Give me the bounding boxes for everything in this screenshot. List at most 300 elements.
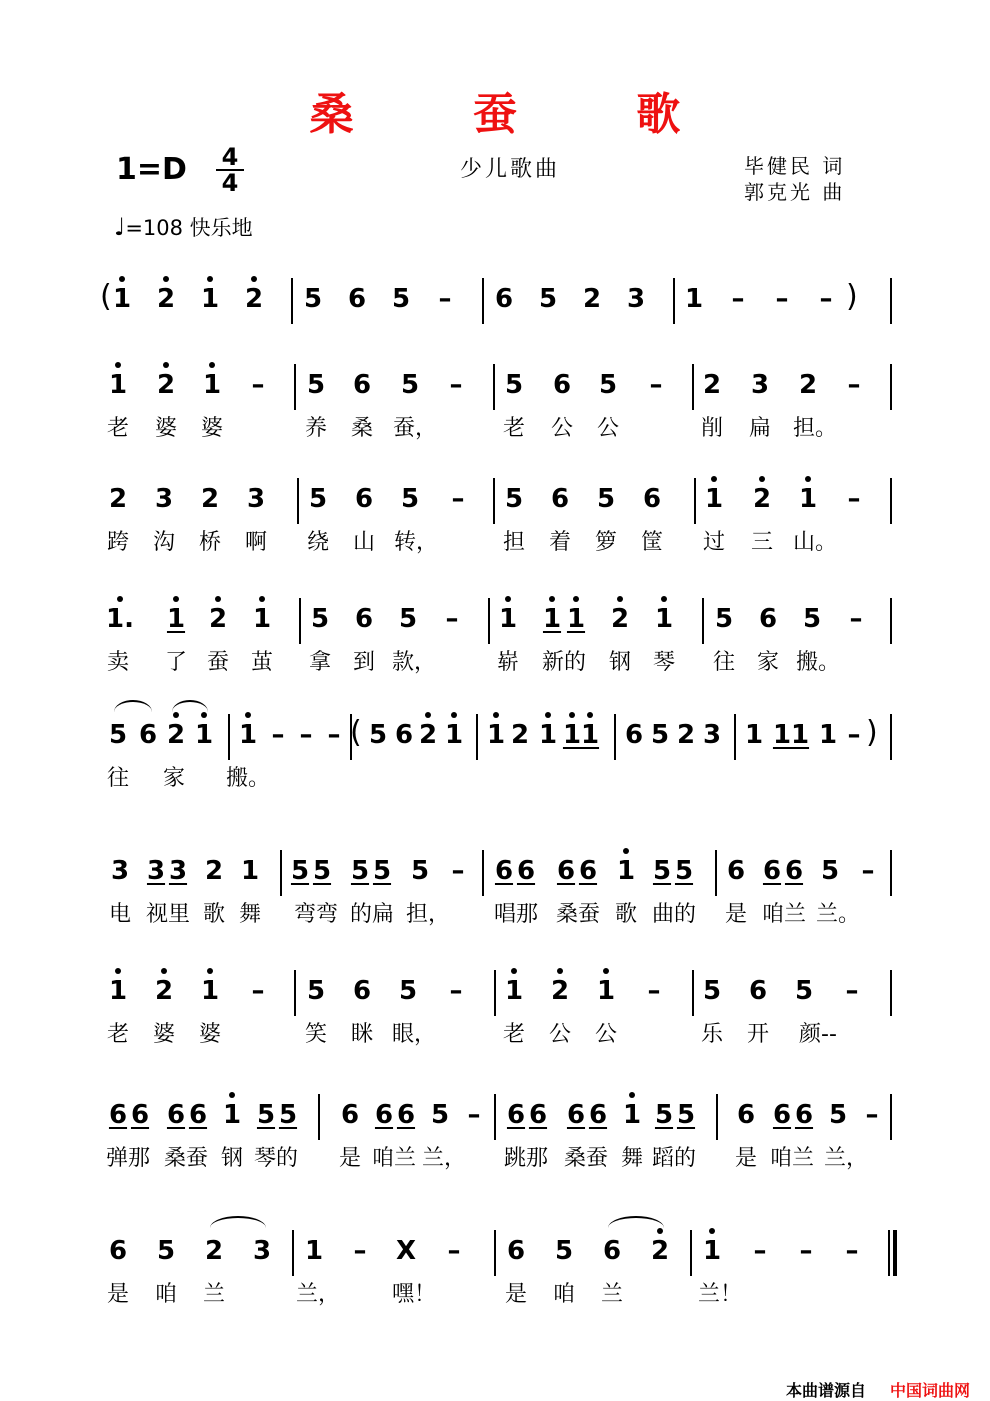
- lyric: 公: [594, 1022, 617, 1047]
- note: 5: [391, 284, 411, 314]
- high-octave-dot: [425, 712, 431, 718]
- note: 5: [306, 976, 326, 1006]
- lyric: 开: [746, 1022, 769, 1047]
- lyric: 钢: [220, 1146, 243, 1171]
- song-title: 桑 蚕 歌: [309, 89, 733, 140]
- dash-note: –: [849, 604, 863, 634]
- score-line: [0, 1236, 990, 1356]
- dash-note: –: [353, 1236, 367, 1266]
- lyric: 老: [106, 1022, 129, 1047]
- note: 6: [726, 856, 746, 886]
- high-octave-dot: [119, 276, 125, 282]
- lyricist-credit: 毕健民 词: [744, 154, 846, 178]
- lyric: 公: [550, 416, 573, 441]
- dash-note: –: [819, 284, 833, 314]
- dash-note: –: [753, 1236, 767, 1266]
- note: 1: [166, 604, 186, 634]
- high-octave-dot: [207, 968, 213, 974]
- note: 3: [154, 484, 174, 514]
- high-octave-dot: [229, 1092, 235, 1098]
- note: 2: [244, 284, 264, 314]
- high-octave-dot: [173, 596, 179, 602]
- high-octave-dot: [661, 596, 667, 602]
- note: 5: [794, 976, 814, 1006]
- bar-line: [890, 364, 892, 410]
- lyric: 咱兰: [371, 1146, 416, 1171]
- high-octave-dot: [251, 276, 257, 282]
- high-octave-dot: [115, 968, 121, 974]
- bar-line: [716, 1094, 718, 1140]
- note: 1: [704, 484, 724, 514]
- note: 1: [566, 604, 586, 634]
- note: 3: [626, 284, 646, 314]
- dash-note: –: [251, 370, 265, 400]
- note: 5: [430, 1100, 450, 1130]
- lyric: 跳那: [503, 1146, 548, 1171]
- lyric: 担: [502, 530, 525, 555]
- lyric: 兰，: [421, 1146, 466, 1171]
- bar-line: [890, 598, 892, 644]
- note: 5: [654, 1100, 674, 1130]
- note: 2: [798, 370, 818, 400]
- lyric: 养: [304, 416, 327, 441]
- bar-line: [888, 1230, 890, 1276]
- note: 5: [504, 370, 524, 400]
- composer-credit: 郭克光 曲: [744, 180, 846, 204]
- lyric: 往: [106, 766, 129, 791]
- note: 6: [188, 1100, 208, 1130]
- lyric: 眼，: [391, 1022, 436, 1047]
- lyric: 咱兰: [769, 1146, 814, 1171]
- score-line: [0, 370, 990, 490]
- dash-note: –: [467, 1100, 481, 1130]
- dash-note: –: [649, 370, 663, 400]
- high-octave-dot: [505, 596, 511, 602]
- lyric: 担。: [792, 416, 837, 441]
- note: 6: [602, 1236, 622, 1266]
- lyric: 婆: [198, 1022, 221, 1047]
- note: 6: [528, 1100, 548, 1130]
- note: 2: [676, 720, 696, 750]
- bar-line: [890, 478, 892, 524]
- note: 1: [238, 720, 258, 750]
- note: 1: [444, 720, 464, 750]
- repeat-paren: (: [100, 279, 112, 314]
- note: 6: [784, 856, 804, 886]
- note: 6: [588, 1100, 608, 1130]
- note: 5: [308, 484, 328, 514]
- tempo-marking: [114, 212, 253, 242]
- dash-note: –: [861, 856, 875, 886]
- dash-note: –: [647, 976, 661, 1006]
- bar-line: [890, 1094, 892, 1140]
- note: 5: [702, 976, 722, 1006]
- note: 5: [504, 484, 524, 514]
- note: 6: [552, 370, 572, 400]
- note: 6: [138, 720, 158, 750]
- high-octave-dot: [557, 968, 563, 974]
- bar-line: [890, 278, 892, 324]
- note: 6: [556, 856, 576, 886]
- note: 5: [398, 604, 418, 634]
- high-octave-dot: [259, 596, 265, 602]
- lyric: 琴: [652, 650, 675, 675]
- dash-note: –: [865, 1100, 879, 1130]
- note: 1: [596, 976, 616, 1006]
- note: 5: [802, 604, 822, 634]
- note: 6: [130, 1100, 150, 1130]
- note: 2: [200, 484, 220, 514]
- note: 6: [762, 856, 782, 886]
- note: 2: [204, 856, 224, 886]
- note: 2: [550, 976, 570, 1006]
- time-signature-bottom: 4: [221, 169, 239, 197]
- lyric: 款，: [391, 650, 436, 675]
- lyric: 婆: [200, 416, 223, 441]
- note: 5: [310, 604, 330, 634]
- high-octave-dot: [805, 476, 811, 482]
- note: 5: [312, 856, 332, 886]
- lyric: 山: [352, 530, 375, 555]
- note: 2: [582, 284, 602, 314]
- time-signature: [216, 143, 244, 197]
- note: 6: [394, 720, 414, 750]
- note: 1: [790, 720, 810, 750]
- note: 2: [156, 284, 176, 314]
- lyric: 婆: [152, 1022, 175, 1047]
- note: 5: [303, 284, 323, 314]
- note: 1: [542, 604, 562, 634]
- note: 6: [516, 856, 536, 886]
- tempo-text: =108 快乐地: [125, 216, 253, 240]
- note: 5: [650, 720, 670, 750]
- note: 6: [736, 1100, 756, 1130]
- high-octave-dot: [201, 712, 207, 718]
- note: 1: [616, 856, 636, 886]
- high-octave-dot: [549, 596, 555, 602]
- note: 5: [598, 370, 618, 400]
- dash-note: –: [847, 484, 861, 514]
- note: 5: [368, 720, 388, 750]
- note: 1: [486, 720, 506, 750]
- dash-note: –: [799, 1236, 813, 1266]
- high-octave-dot: [245, 712, 251, 718]
- note: 5: [278, 1100, 298, 1130]
- note: 1: [252, 604, 272, 634]
- dash-note: –: [731, 284, 745, 314]
- repeat-paren: ): [866, 715, 878, 750]
- dash-note: –: [271, 720, 285, 750]
- lyric: 跨: [106, 530, 129, 555]
- lyric: 颜--: [799, 1022, 837, 1047]
- high-octave-dot: [161, 968, 167, 974]
- note: 1: [504, 976, 524, 1006]
- note: 1: [108, 370, 128, 400]
- high-octave-dot: [573, 596, 579, 602]
- lyric: 绕: [306, 530, 329, 555]
- dash-note: –: [775, 284, 789, 314]
- lyric: 过: [702, 530, 725, 555]
- key-signature: 1=D: [116, 152, 187, 187]
- note: 5: [676, 1100, 696, 1130]
- lyric: 是: [338, 1146, 361, 1171]
- bar-line: [318, 1094, 320, 1140]
- note: 6: [352, 370, 372, 400]
- note: 1: [202, 370, 222, 400]
- note: 6: [340, 1100, 360, 1130]
- lyric: 婆: [154, 416, 177, 441]
- note: 2: [108, 484, 128, 514]
- note: 6: [108, 1100, 128, 1130]
- note: 1: [818, 720, 838, 750]
- lyric: 兰: [600, 1282, 623, 1307]
- dash-note: –: [451, 484, 465, 514]
- source-site: 中国词曲网: [890, 1381, 971, 1400]
- final-bar-line: [893, 1230, 897, 1276]
- lyric: 眯: [350, 1022, 373, 1047]
- note: 6: [578, 856, 598, 886]
- lyric: 蚕: [206, 650, 229, 675]
- lyric: 卖: [106, 650, 129, 675]
- dash-note: –: [327, 720, 341, 750]
- note: 2: [156, 370, 176, 400]
- high-octave-dot: [115, 362, 121, 368]
- note: 1: [654, 604, 674, 634]
- note: 5: [156, 1236, 176, 1266]
- quarter-note-icon: ♩: [114, 213, 126, 241]
- lyric: 咱: [154, 1282, 177, 1307]
- lyric: 唱那: [493, 902, 538, 927]
- high-octave-dot: [617, 596, 623, 602]
- lyric: 搬。: [225, 766, 270, 791]
- high-octave-dot: [173, 712, 179, 718]
- note: 1: [200, 284, 220, 314]
- lyric: 蚕，: [392, 416, 437, 441]
- dash-note: –: [847, 370, 861, 400]
- high-octave-dot: [215, 596, 221, 602]
- lyric: 茧: [250, 650, 273, 675]
- dash-note: –: [251, 976, 265, 1006]
- lyric: 三: [750, 530, 773, 555]
- lyric: 是: [724, 902, 747, 927]
- lyric: 是: [734, 1146, 757, 1171]
- note: 6: [494, 284, 514, 314]
- lyric: 公: [596, 416, 619, 441]
- note: 5: [538, 284, 558, 314]
- note: 1: [772, 720, 792, 750]
- lyric: 电: [108, 902, 131, 927]
- high-octave-dot: [163, 362, 169, 368]
- lyric: 崭: [496, 650, 519, 675]
- lyric: 老: [106, 416, 129, 441]
- note: 1: [684, 284, 704, 314]
- lyric: 拿: [308, 650, 331, 675]
- note: 3: [146, 856, 166, 886]
- note: 1: [798, 484, 818, 514]
- note: 5: [400, 370, 420, 400]
- lyric: 老: [502, 1022, 525, 1047]
- lyric: 兰！: [697, 1282, 742, 1307]
- repeat-paren: (: [350, 715, 362, 750]
- note: 1.: [106, 604, 134, 634]
- lyric: 老: [502, 416, 525, 441]
- lyric: 蹈的: [651, 1146, 696, 1171]
- bar-line: [890, 850, 892, 896]
- lyric: 往: [712, 650, 735, 675]
- note: 6: [772, 1100, 792, 1130]
- bar-line: [890, 714, 892, 760]
- dash-note: –: [449, 976, 463, 1006]
- high-octave-dot: [451, 712, 457, 718]
- lyric: 搬。: [795, 650, 840, 675]
- high-octave-dot: [623, 848, 629, 854]
- note: 3: [246, 484, 266, 514]
- note: 2: [610, 604, 630, 634]
- high-octave-dot: [657, 1228, 663, 1234]
- note: X: [395, 1236, 417, 1266]
- note: 5: [256, 1100, 276, 1130]
- dash-note: –: [438, 284, 452, 314]
- note: 6: [748, 976, 768, 1006]
- note: 6: [566, 1100, 586, 1130]
- note: 5: [554, 1236, 574, 1266]
- high-octave-dot: [545, 712, 551, 718]
- subtitle: 少儿歌曲: [460, 157, 561, 182]
- note: 3: [750, 370, 770, 400]
- bar-line: [890, 970, 892, 1016]
- lyric: 曲的: [651, 902, 696, 927]
- high-octave-dot: [493, 712, 499, 718]
- note: 1: [622, 1100, 642, 1130]
- note: 5: [410, 856, 430, 886]
- note: 2: [418, 720, 438, 750]
- note: 1: [222, 1100, 242, 1130]
- lyric: 新的: [541, 650, 586, 675]
- note: 6: [624, 720, 644, 750]
- note: 5: [714, 604, 734, 634]
- note: 6: [354, 484, 374, 514]
- note: 6: [374, 1100, 394, 1130]
- lyric: 桥: [198, 530, 221, 555]
- dash-note: –: [451, 856, 465, 886]
- note: 6: [396, 1100, 416, 1130]
- lyric: 舞: [238, 902, 261, 927]
- dash-note: –: [445, 604, 459, 634]
- lyric: 乐: [700, 1022, 723, 1047]
- lyric: 桑蚕: [555, 902, 600, 927]
- time-signature-top: 4: [221, 143, 239, 171]
- note: 5: [828, 1100, 848, 1130]
- high-octave-dot: [759, 476, 765, 482]
- note: 5: [820, 856, 840, 886]
- note: 6: [352, 976, 372, 1006]
- high-octave-dot: [207, 276, 213, 282]
- note: 5: [596, 484, 616, 514]
- high-octave-dot: [117, 596, 123, 602]
- note: 1: [240, 856, 260, 886]
- lyric: 歌: [202, 902, 225, 927]
- note: 2: [204, 1236, 224, 1266]
- lyric: 的扁: [349, 902, 394, 927]
- note: 3: [110, 856, 130, 886]
- lyric: 弹那: [105, 1146, 150, 1171]
- high-octave-dot: [603, 968, 609, 974]
- score-line: [0, 856, 990, 976]
- note: 5: [290, 856, 310, 886]
- score-line: [0, 715, 990, 840]
- dash-note: –: [845, 1236, 859, 1266]
- high-octave-dot: [209, 362, 215, 368]
- note: 5: [652, 856, 672, 886]
- note: 6: [354, 604, 374, 634]
- source-label: 本曲谱源自: [786, 1381, 867, 1400]
- lyric: 桑蚕: [163, 1146, 208, 1171]
- repeat-paren: ): [846, 279, 858, 314]
- lyric: 沟: [152, 530, 175, 555]
- lyric: 琴的: [253, 1146, 298, 1171]
- high-octave-dot: [163, 276, 169, 282]
- lyric: 山。: [792, 530, 837, 555]
- note: 6: [506, 1100, 526, 1130]
- lyric: 桑: [350, 416, 373, 441]
- lyric: 啊: [244, 530, 267, 555]
- high-octave-dot: [587, 712, 593, 718]
- lyric: 担，: [405, 902, 450, 927]
- note: 1: [108, 976, 128, 1006]
- note: 6: [347, 284, 367, 314]
- note: 1: [498, 604, 518, 634]
- note: 5: [372, 856, 392, 886]
- note: 2: [208, 604, 228, 634]
- dash-note: –: [845, 976, 859, 1006]
- note: 3: [702, 720, 722, 750]
- note: 2: [752, 484, 772, 514]
- lyric: 削: [700, 416, 723, 441]
- note: 6: [758, 604, 778, 634]
- high-octave-dot: [629, 1092, 635, 1098]
- high-octave-dot: [709, 1228, 715, 1234]
- note: 2: [510, 720, 530, 750]
- lyric: 箩: [594, 530, 617, 555]
- note: 6: [550, 484, 570, 514]
- lyric: 家: [162, 766, 185, 791]
- note: 2: [166, 720, 186, 750]
- lyric: 着: [548, 530, 571, 555]
- lyric: 咱兰: [761, 902, 806, 927]
- note: 5: [400, 484, 420, 514]
- note: 6: [494, 856, 514, 886]
- note: 1: [580, 720, 600, 750]
- note: 3: [252, 1236, 272, 1266]
- lyric: 钢: [608, 650, 631, 675]
- high-octave-dot: [569, 712, 575, 718]
- lyric: 了: [164, 650, 187, 675]
- note: 1: [304, 1236, 324, 1266]
- note: 5: [108, 720, 128, 750]
- lyric: 扁: [748, 416, 771, 441]
- note: 2: [650, 1236, 670, 1266]
- note: 6: [108, 1236, 128, 1266]
- note: 3: [168, 856, 188, 886]
- note: 5: [350, 856, 370, 886]
- dash-note: –: [447, 1236, 461, 1266]
- note: 6: [642, 484, 662, 514]
- lyric: 公: [548, 1022, 571, 1047]
- lyric: 兰: [202, 1282, 225, 1307]
- lyric: 弯弯: [293, 902, 338, 927]
- lyric: 歌: [614, 902, 637, 927]
- dash-note: –: [299, 720, 313, 750]
